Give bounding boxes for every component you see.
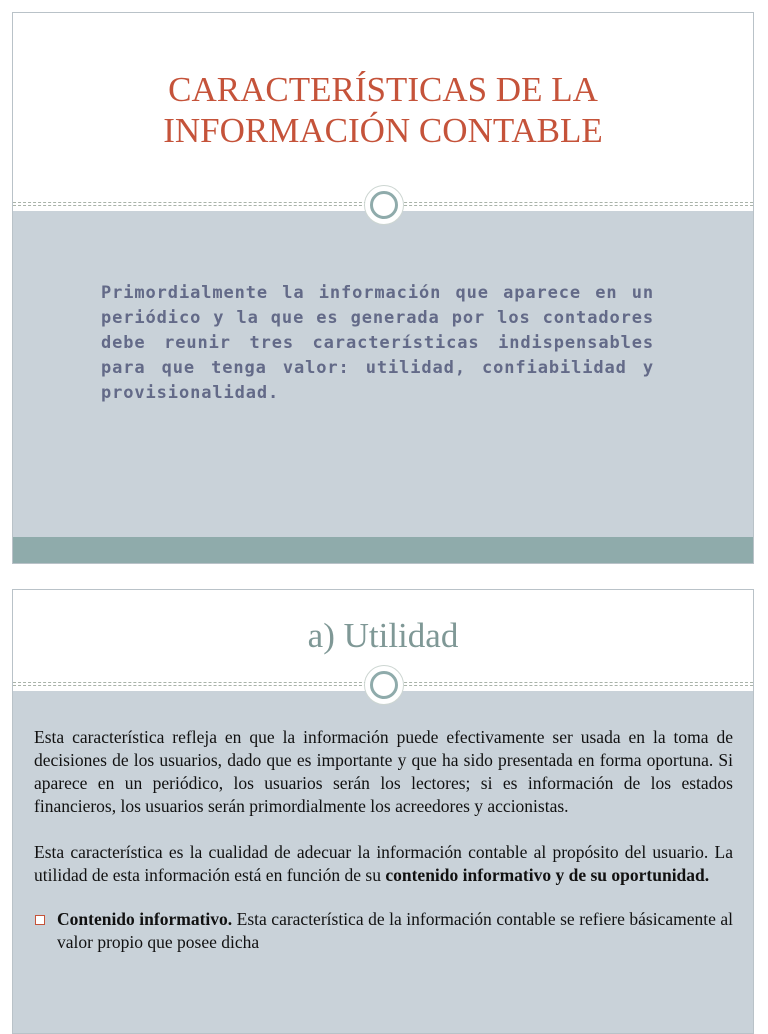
slide-1-title-line-2: INFORMACIÓN CONTABLE [163,111,603,150]
paragraph-2-bold: contenido informativo y de su oportunidad. [385,865,710,885]
circle-ornament-icon [364,665,404,705]
slide-2-title: a) Utilidad [307,616,459,655]
slide-1-intro-text: Primordialmente la información que aparece en un periódico y la que es generada por los contadores debe reunir tres características indispensables para que tenga valor: utilidad, confiabilidad y provisionalidad. [101,283,654,403]
slide-1-title [13,69,753,151]
slide-1-footer-bar [13,537,753,564]
slide-1-title-area [13,13,753,205]
bullet-item-contenido [34,908,733,954]
bullet-label: Contenido informativo. [57,909,233,929]
circle-ornament-icon [364,185,404,225]
paragraph-2-text: Esta característica es la cualidad de adecuar la información contable al propósito del usuario. La utilidad de esta información está en función de su [34,842,733,885]
slide-2-content [34,726,733,954]
bullet-text: Esta característica de la información contable se refiere básicamente al valor propio que posee dicha [57,909,733,952]
slide-1-title-line-1: CARACTERÍSTICAS DE LA [168,70,598,109]
paragraph-2 [34,841,733,887]
slide-1 [12,12,754,564]
paragraph-1: Esta característica refleja en que la información puede efectivamente ser usada en la toma de decisiones de los usuarios, dado que es importante y que ha sido presentada en forma oportuna. Si aparece en un periódico, los usuarios serán los lectores; si es información de los estados financieros, los usuarios serán primordialmente los acreedores y accionistas. [34,727,733,816]
square-bullet-icon [35,915,45,925]
slide-2 [12,589,754,1034]
